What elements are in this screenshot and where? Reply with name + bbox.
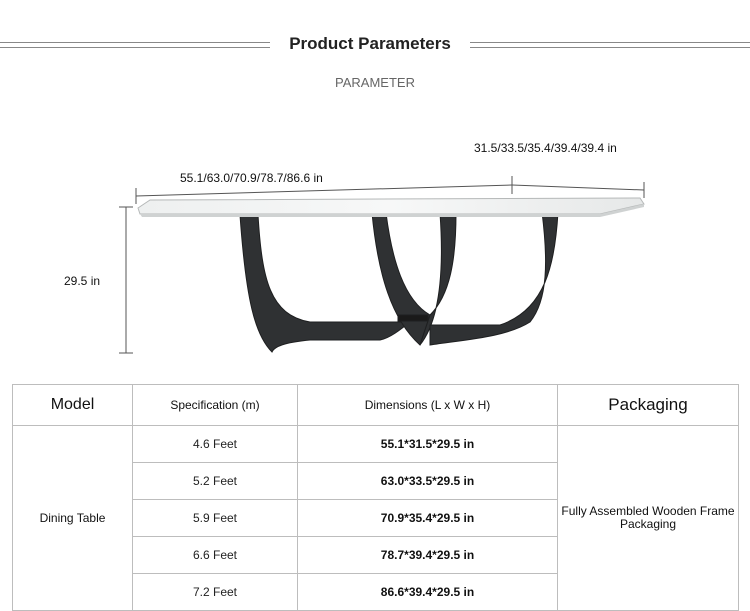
dims-cell: 70.9*35.4*29.5 in xyxy=(298,500,558,537)
height-dimension-label: 29.5 in xyxy=(64,274,101,288)
spec-cell: 6.6 Feet xyxy=(133,537,298,574)
model-cell: Dining Table xyxy=(13,426,133,611)
packaging-column-header: Packaging xyxy=(558,385,739,426)
packaging-cell: Fully Assembled Wooden Frame Packaging xyxy=(558,426,739,611)
width-dimension-line xyxy=(512,176,644,198)
dimensions-column-header: Dimensions (L x W x H) xyxy=(298,385,558,426)
table-header-row xyxy=(13,385,739,426)
marble-tabletop xyxy=(138,198,644,217)
width-dimension-label: 31.5/33.5/35.4/39.4/39.4 in xyxy=(474,141,617,155)
height-dimension-line xyxy=(119,207,133,353)
dims-cell: 78.7*39.4*29.5 in xyxy=(298,537,558,574)
length-dimension-label: 55.1/63.0/70.9/78.7/86.6 in xyxy=(180,171,323,185)
table-base xyxy=(240,212,558,352)
model-column-header: Model xyxy=(13,385,133,426)
dims-cell: 63.0*33.5*29.5 in xyxy=(298,463,558,500)
table-row xyxy=(13,426,739,463)
parameter-table xyxy=(12,384,739,611)
spec-cell: 5.9 Feet xyxy=(133,500,298,537)
dims-cell: 86.6*39.4*29.5 in xyxy=(298,574,558,611)
spec-cell: 7.2 Feet xyxy=(133,574,298,611)
specification-column-header: Specification (m) xyxy=(133,385,298,426)
dims-cell: 55.1*31.5*29.5 in xyxy=(298,426,558,463)
spec-cell: 5.2 Feet xyxy=(133,463,298,500)
page-title: Product Parameters xyxy=(289,34,451,53)
spec-cell: 4.6 Feet xyxy=(133,426,298,463)
page-subtitle: PARAMETER xyxy=(335,75,415,90)
